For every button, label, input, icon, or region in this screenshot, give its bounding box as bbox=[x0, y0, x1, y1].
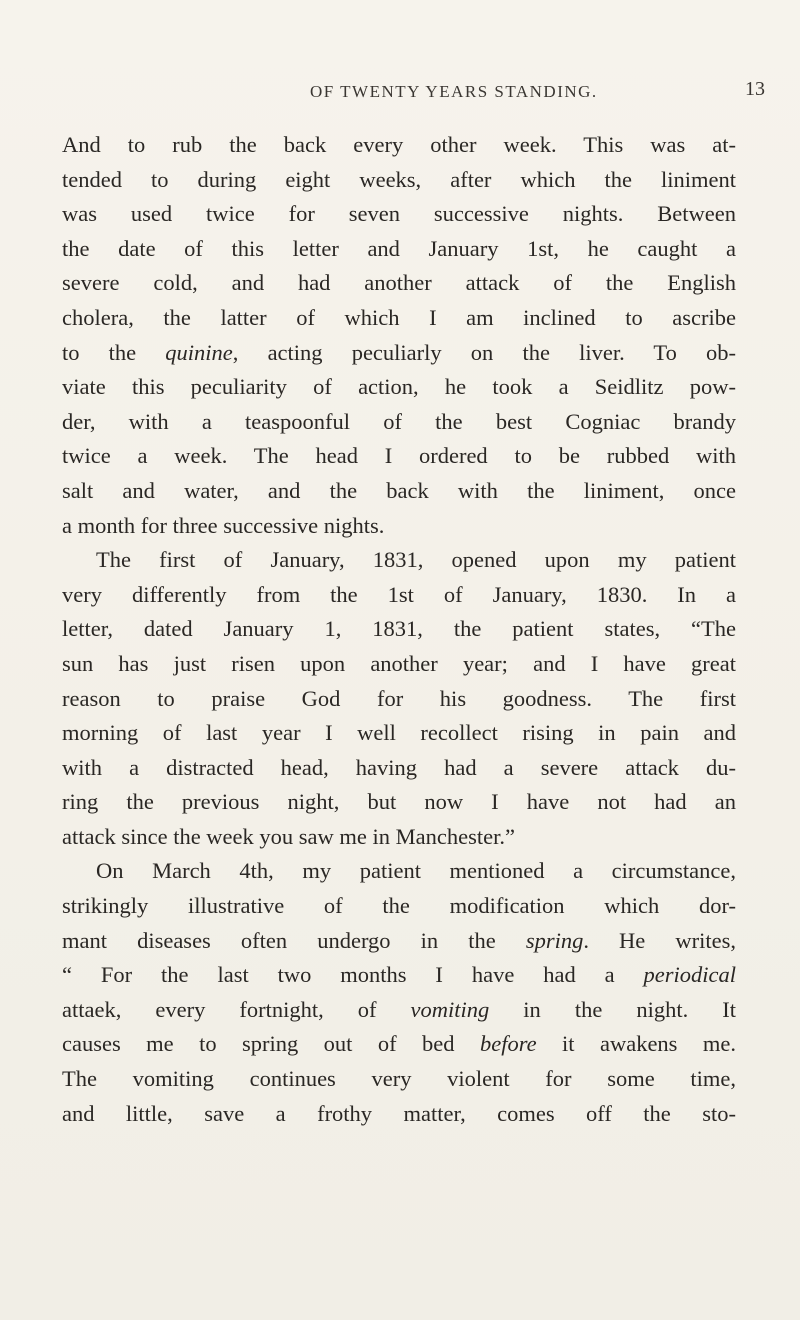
text-segment: reason to praise God for his goodness. The first bbox=[62, 685, 736, 711]
page-number: 13 bbox=[745, 78, 765, 100]
text-segment: attaek, every fortnight, of bbox=[62, 996, 411, 1022]
text-segment: der, with a teaspoonful of the best Cogniac brandy bbox=[62, 408, 736, 434]
text-segment: And to rub the back every other week. This was at- bbox=[62, 132, 736, 157]
text-line bbox=[62, 370, 736, 405]
text-segment: cholera, the latter of which I am inclined to ascribe bbox=[62, 304, 736, 330]
text-segment: . He writes, bbox=[583, 927, 736, 953]
text-line bbox=[62, 163, 736, 198]
text-line bbox=[62, 785, 736, 820]
text-line bbox=[62, 889, 736, 924]
text-line bbox=[62, 958, 736, 993]
text-segment: tended to during eight weeks, after which the liniment bbox=[62, 166, 736, 192]
running-head: OF TWENTY YEARS STANDING. bbox=[310, 82, 598, 101]
text-line bbox=[62, 924, 736, 959]
italic-word: vomiting bbox=[410, 996, 490, 1022]
text-segment: On March 4th, my patient mentioned a circumstance, bbox=[96, 858, 736, 884]
text-segment: strikingly illustrative of the modification which dor- bbox=[62, 893, 736, 919]
text-line bbox=[62, 716, 736, 751]
text-segment: mant diseases often undergo in the bbox=[62, 927, 526, 953]
text-line bbox=[62, 751, 736, 786]
text-line bbox=[62, 612, 736, 647]
text-segment: , acting peculiarly on the liver. To ob- bbox=[232, 339, 736, 365]
text-segment: ring the previous night, but now I have not had an bbox=[62, 789, 736, 815]
text-segment: causes me to spring out of bed bbox=[62, 1031, 480, 1057]
text-segment: twice a week. The head I ordered to be rubbed with bbox=[62, 443, 736, 469]
text-line bbox=[62, 128, 736, 163]
text-segment: was used twice for seven successive nights. Between bbox=[62, 201, 736, 227]
text-line bbox=[62, 854, 736, 889]
text-line bbox=[62, 439, 736, 474]
text-segment: morning of last year I well recollect rising in pain and bbox=[62, 720, 736, 746]
italic-word: quinine bbox=[165, 339, 233, 365]
text-line bbox=[62, 543, 736, 578]
text-segment: the date of this letter and January 1st, he caught a bbox=[62, 235, 736, 261]
text-line bbox=[62, 301, 736, 336]
text-line bbox=[62, 647, 736, 682]
body-text bbox=[62, 128, 736, 1131]
text-line bbox=[62, 405, 736, 440]
text-line bbox=[62, 820, 736, 855]
text-segment: viate this peculiarity of action, he took a Seidlitz pow- bbox=[62, 374, 736, 400]
text-line bbox=[62, 578, 736, 613]
text-line bbox=[62, 993, 736, 1028]
text-segment: and little, save a frothy matter, comes off the sto- bbox=[62, 1100, 736, 1126]
text-line bbox=[62, 1027, 736, 1062]
text-segment: severe cold, and had another attack of the English bbox=[62, 270, 736, 296]
text-line bbox=[62, 232, 736, 267]
text-segment: with a distracted head, having had a severe attack du- bbox=[62, 754, 736, 780]
text-segment: sun has just risen upon another year; and I have great bbox=[62, 650, 736, 676]
text-segment: a month for three successive nights. bbox=[62, 512, 385, 538]
text-segment: it awakens me. bbox=[536, 1031, 736, 1057]
text-line bbox=[62, 266, 736, 301]
text-line bbox=[62, 1097, 736, 1132]
text-segment: very differently from the 1st of January, 1830. In a bbox=[62, 581, 736, 607]
text-segment: The vomiting continues very violent for some time, bbox=[62, 1066, 736, 1092]
text-segment: letter, dated January 1, 1831, the patient states, “The bbox=[62, 616, 736, 642]
italic-word: periodical bbox=[643, 962, 736, 988]
italic-word: spring bbox=[525, 927, 584, 953]
italic-word: before bbox=[479, 1031, 537, 1057]
text-segment: to the bbox=[62, 339, 166, 365]
text-segment: salt and water, and the back with the liniment, once bbox=[62, 477, 736, 503]
text-segment: The first of January, 1831, opened upon my patient bbox=[96, 547, 736, 573]
text-segment: in the night. It bbox=[489, 996, 736, 1022]
text-line bbox=[62, 336, 736, 371]
text-line bbox=[62, 1062, 736, 1097]
text-segment: “ For the last two months I have had a bbox=[62, 962, 644, 988]
text-line bbox=[62, 682, 736, 717]
text-line bbox=[62, 474, 736, 509]
text-segment: attack since the week you saw me in Manchester.” bbox=[62, 823, 515, 849]
text-line bbox=[62, 509, 736, 544]
text-line bbox=[62, 197, 736, 232]
